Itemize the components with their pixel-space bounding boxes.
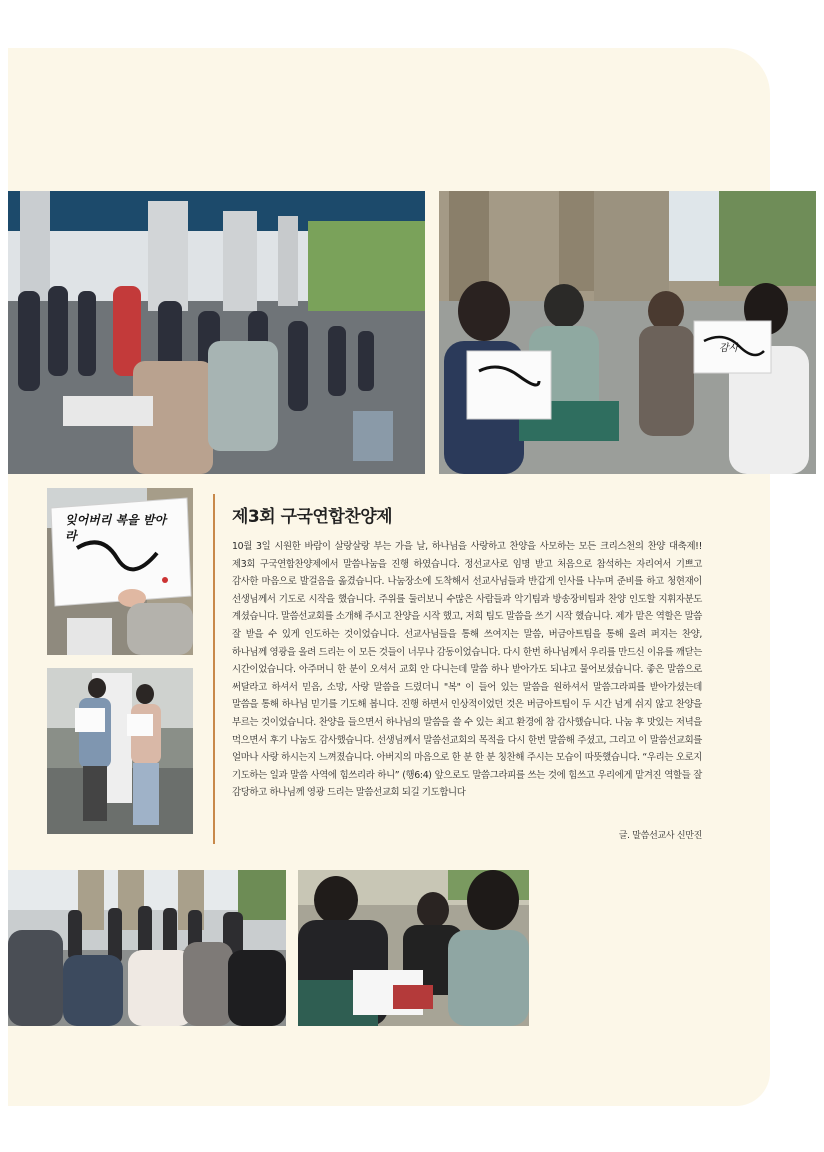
- photo-group-by-river: [8, 870, 286, 1026]
- photo-calligraphy-card: [47, 488, 193, 655]
- calligraphy-card-text: 감사: [719, 343, 739, 354]
- photo-writing-calligraphy: [298, 870, 529, 1026]
- article-title: 제3회 구국연합찬양제: [232, 507, 393, 527]
- photo-missionaries-with-calligraphy: [439, 191, 816, 474]
- article-body: 10월 3일 시원한 바람이 살랑살랑 부는 가을 날, 하나님을 사랑하고 찬양을 사모하는 모든 크리스천의 찬양 대축제!! 제3회 구국연합찬양제에서 말씀나눔을 진행 하였습니다. 정선교사로 임명 받고 처음으로 참석하는 자리여서 기쁘고 감사한 마음으로 발걸음을 옮겼습니다. 나눔장소에 도착해서 선교사님들과 반갑게 인사를 나누며 준비를 하고 청현재이 선생님께서 기도로 시작을 했습니다. 주위를 둘러보니 수많은 사람들과 악기팀과 방송장비팀과 찬양 인도할 지휘자분도 계셨습니다. 말씀선교회를 소개해 주시고 찬양을 시작 했고, 저희 팀도 말씀을 쓰기 시작 했습니다. 제가 맡은 역할은 말씀 잘 받을 수 있게 인도하는 것이었습니다. 선교사님들을 통해 쓰여지는 말씀, 버금아트팀을 통해 올려 퍼지는 찬양, 하나님께 영광을 올려 드리는 이 모든 것들이 너무나 감동이었습니다. 다시 한번 하나님께서 우리를 만드신 이유를 깨닫는 시간이었습니다. 아주머니 한 분이 오셔서 교회 안 다니는데 말씀 하나 받아가도 되냐고 물어보셨습니다. 좋은 말씀으로 써달라고 하셔서 믿음, 소망, 사랑 말씀을 드렸더니 "복" 이 들어 있는 말씀을 원하셔서 말씀그라피를 받아가셨는데 말씀을 통해 하나님 믿기를 기도해 봅니다. 진행 하면서 인상적이었던 것은 버금아트팀이 두 시간 넘게 쉬지 않고 찬양을 부르는 것이었습니다. 찬양을 들으면서 하나님의 말씀을 쓸 수 있는 최고 환경에 참 감사했습니다. 나눔 후 맛있는 저녁을 먹으면서 후기 나눔도 감사했습니다. 선생님께서 말씀선교회의 목적을 다시 한번 말씀해 주셨고, 그리고 이 말씀선교회를 얼마나 사랑 하시는지 느껴졌습니다. 아버지의 마음으로 한 분 한 분 칭찬해 주시는 모습이 따뜻했습니다. “우리는 오로지 기도하는 일과 말씀 사역에 힘쓰리라 하니” (행6:4) 앞으로도 말씀그라피를 쓰는 것에 힘쓰고 우리에게 맡겨진 역할들 잘 감당하고 하나님께 영광 드리는 말씀선교회 되길 기도합니다: [232, 541, 702, 799]
- photo-two-people-holding-calligraphy: [47, 668, 193, 834]
- photo-crowd-under-bridge: [8, 191, 425, 474]
- calligraphy-card-heading: 잊어버리 복을 받아라: [65, 513, 167, 543]
- article-byline: 글. 말씀선교사 신만진: [618, 831, 702, 841]
- accent-divider: [213, 494, 215, 844]
